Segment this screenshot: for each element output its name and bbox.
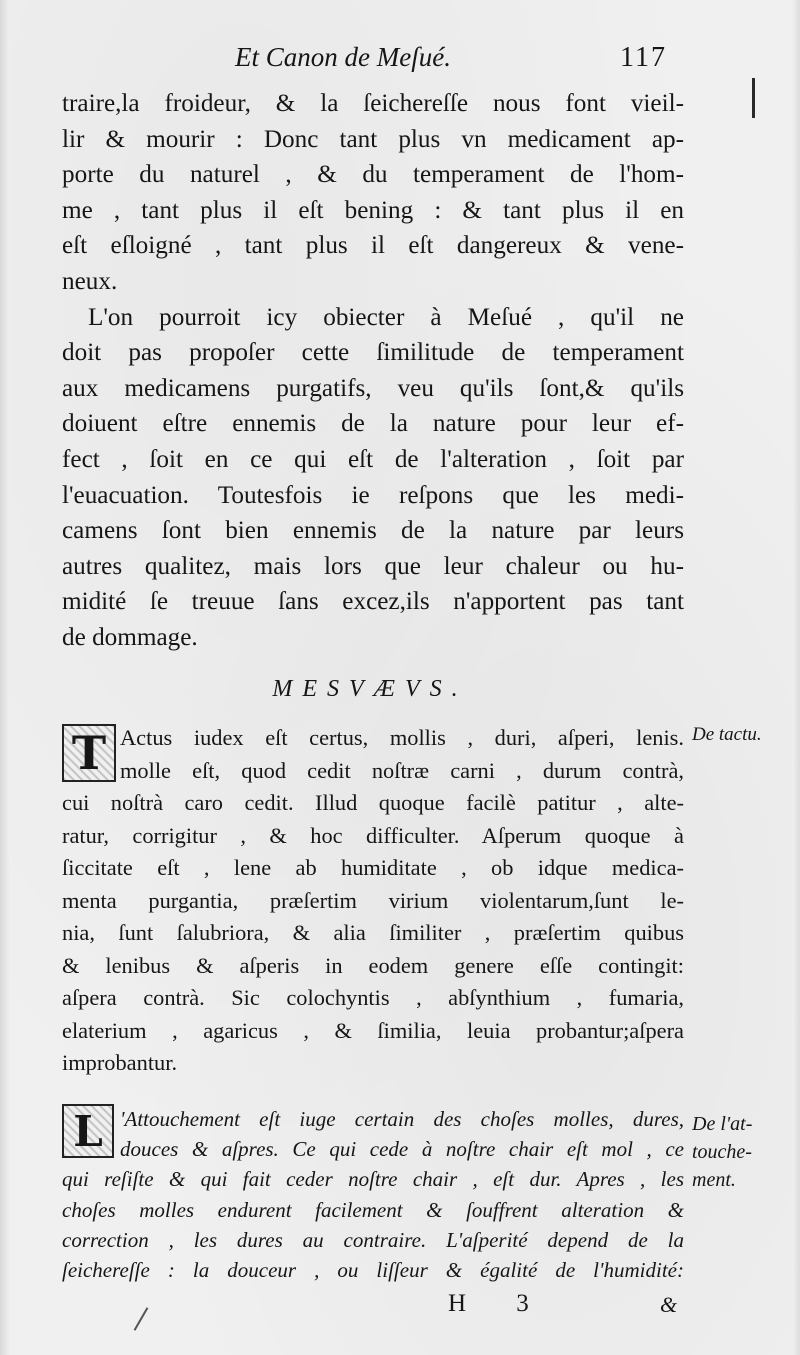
- text-line: midité ſe treuue ſans excez,ils n'apportent pas tant: [62, 588, 684, 616]
- text-line: neux.: [62, 267, 118, 295]
- margin-note-line: De l'at-: [692, 1113, 753, 1135]
- ornamental-drop-cap: L: [62, 1104, 114, 1158]
- french-translation-paragraph: [62, 1104, 684, 1285]
- page-header: [0, 42, 800, 82]
- text-line: porte du naturel , & du temperament de l'hom-: [62, 161, 684, 189]
- text-line: ſiccitate eſt , lene ab humiditate , ob idque medica-: [62, 855, 684, 880]
- text-line: douces & aſpres. Ce qui cede à noſtre chair eſt mol , ce: [120, 1137, 684, 1162]
- page-footer: [0, 1290, 800, 1330]
- text-line: choſes molles endurent facilement & ſouffrent alteration &: [62, 1197, 684, 1222]
- french-commentary: [62, 86, 684, 656]
- running-head: Et Canon de Meſué.: [235, 42, 451, 72]
- text-line: ratur, corrigitur , & hoc difficulter. Aſperum quoque à: [62, 822, 684, 848]
- text-line: 'Attouchement eſt iuge certain des choſes molles, dures,: [120, 1107, 684, 1131]
- text-line: aſpera contrà. Sic colochyntis , abſynthium , fumaria,: [62, 985, 684, 1010]
- text-line: correction , les dures au contraire. L'aſperité depend de la: [62, 1227, 684, 1252]
- ornamental-drop-cap: T: [62, 724, 116, 782]
- signature-mark: H 3: [448, 1290, 551, 1317]
- margin-note-line: ment.: [692, 1169, 736, 1191]
- text-line: qui reſiſte & qui fait ceder noſtre chair , eſt dur. Apres , les: [62, 1167, 684, 1192]
- page-number: 117: [620, 42, 667, 73]
- section-heading-text: MESVÆVS.: [272, 676, 468, 702]
- text-line: L'on pourroit icy obiecter à Meſué , qu'il ne: [88, 303, 684, 331]
- latin-paragraph: [62, 722, 684, 1080]
- text-line: l'euacuation. Toutesfois ie reſpons que les medi-: [62, 481, 684, 509]
- margin-ink-mark: [752, 78, 755, 118]
- text-line: & lenibus & aſperis in eodem genere eſſe contingit:: [62, 952, 684, 978]
- text-line: doit pas propoſer cette ſimilitude de temperament: [62, 339, 684, 367]
- text-line: de dommage.: [62, 623, 198, 651]
- text-line: eſt eſloigné , tant plus il eſt dangereux & vene-: [62, 232, 684, 260]
- catchword: &: [660, 1292, 678, 1317]
- margin-note-french: [692, 1110, 752, 1194]
- text-line: fect , ſoit en ce qui eſt de l'alteration , ſoit par: [62, 445, 684, 473]
- text-line: me , tant plus il eſt bening : & tant plus il en: [62, 196, 684, 224]
- text-line: elaterium , agaricus , & ſimilia, leuia probantur;aſpera: [62, 1017, 684, 1043]
- text-line: doiuent eſtre ennemis de la nature pour leur ef-: [62, 410, 684, 438]
- text-line: nia, ſunt ſalubriora, & alia ſimiliter , præſertim quibus: [62, 920, 684, 945]
- text-line: Actus iudex eſt certus, mollis , duri, aſperi, lenis.: [120, 725, 684, 750]
- text-line: traire,la froideur, & la ſeichereſſe nous font vieil-: [62, 90, 684, 117]
- text-line: aux medicamens purgatifs, veu qu'ils ſont,& qu'ils: [62, 374, 684, 402]
- margin-note-line: touche-: [692, 1141, 752, 1163]
- margin-note-latin: De tactu.: [692, 724, 762, 745]
- text-line: lir & mourir : Donc tant plus vn medicament ap-: [62, 125, 684, 153]
- text-line: ſeichereſſe : la douceur , ou liſſeur & égalité de l'humidité:: [62, 1257, 684, 1282]
- text-line: cui noſtrà caro cedit. Illud quoque facilè patitur , alte-: [62, 790, 684, 815]
- text-line: menta purgantia, præſertim virium violentarum,ſunt le-: [62, 887, 684, 913]
- text-line: camens ſont bien ennemis de la nature par leurs: [62, 517, 684, 545]
- text-line: improbantur.: [62, 1050, 178, 1075]
- text-line: molle eſt, quod cedit noſtræ carni , durum contrà,: [120, 757, 684, 783]
- section-heading: [0, 676, 800, 703]
- text-line: autres qualitez, mais lors que leur chaleur ou hu-: [62, 552, 684, 580]
